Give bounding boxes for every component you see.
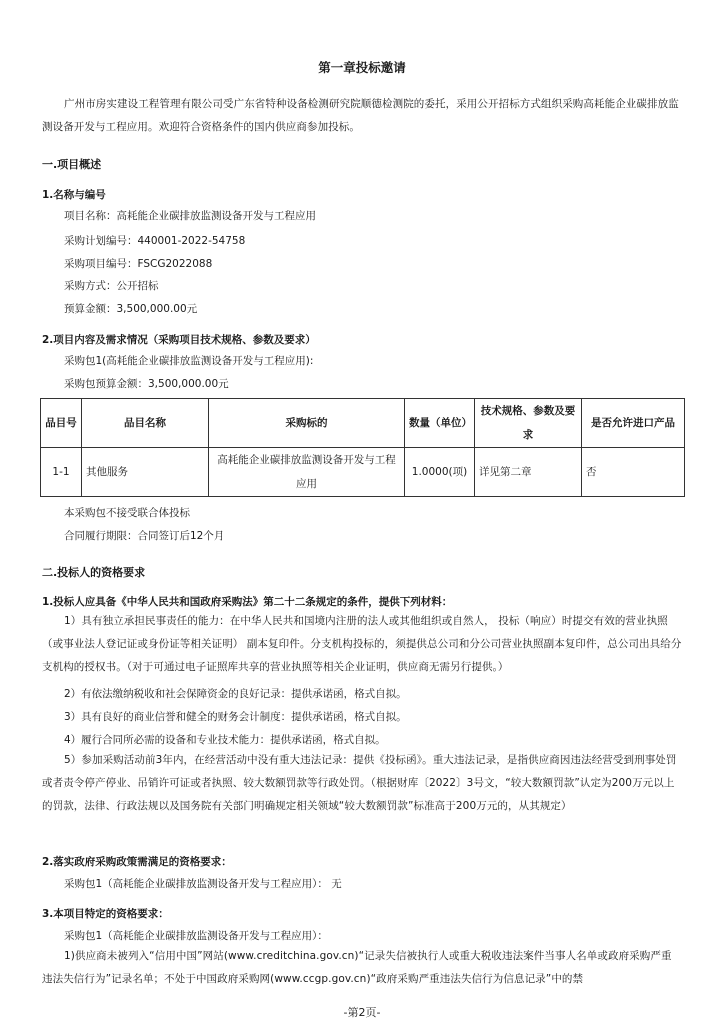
- section-2-3-heading: 3.本项目特定的资格要求：: [42, 908, 169, 920]
- header-item-name: 品目名称: [82, 399, 209, 448]
- header-subject: 采购标的: [209, 399, 405, 448]
- page-number: -第2页-: [343, 1006, 381, 1019]
- policy-requirement: 采购包1（高耗能企业碳排放监测设备开发与工程应用）： 无: [64, 878, 342, 890]
- cell-subject: 高耗能企业碳排放监测设备开发与工程应用: [209, 448, 405, 497]
- project-number: 采购项目编号：FSCG2022088: [64, 258, 213, 270]
- budget-amount: 预算金额：3,500,000.00元: [64, 303, 198, 315]
- contract-period: 合同履行期限：合同签订后12个月: [64, 530, 225, 542]
- table-row: [41, 448, 685, 497]
- requirement-1: 1）具有独立承担民事责任的能力：在中华人民共和国境内注册的法人或其他组织或自然人， 投标（响应）时提交有效的营业执照（或事业法人登记证或身份证等相关证明） 副本复印件。分支机构投标的，须提供总公司和分公司营业执照副本复印件，总公司出具给分支机构的授权书。（对于可通过电子证照库共享的营业执照等相关企业证明，供应商无需另行提供。）: [42, 615, 682, 673]
- section-2-1-heading: 1.投标人应具备《中华人民共和国政府采购法》第二十二条规定的条件，提供下列材料：: [42, 596, 453, 608]
- cell-quantity: 1.0000(项): [405, 448, 475, 497]
- header-spec: 技术规格、参数及要求: [475, 399, 582, 448]
- package-label: 采购包1(高耗能企业碳排放监测设备开发与工程应用):: [64, 355, 314, 367]
- section-1-1-heading: 1.名称与编号: [42, 189, 106, 201]
- section-1-heading: 一.项目概述: [42, 158, 102, 171]
- section-1-2-heading: 2.项目内容及需求情况（采购项目技术规格、参数及要求）: [42, 334, 316, 346]
- items-table: [40, 398, 685, 497]
- table-header-row: [41, 399, 685, 448]
- header-import: 是否允许进口产品: [582, 399, 685, 448]
- procurement-method: 采购方式：公开招标: [64, 280, 159, 292]
- section-2-heading: 二.投标人的资格要求: [42, 566, 146, 579]
- cell-item-name: 其他服务: [82, 448, 209, 497]
- cell-item-no: 1-1: [41, 448, 82, 497]
- requirement-5: 5）参加采购活动前3年内，在经营活动中没有重大违法记录：提供《投标函》。重大违法记录，是指供应商因违法经营受到刑事处罚或者责令停产停业、吊销许可证或者执照、较大数额罚款等行政处罚。（根据财库〔2022〕3号文，“较大数额罚款”认定为200万元以上的罚款，法律、行政法规以及国务院有关部门明确规定相关领域“较大数额罚款”标准高于200万元的，从其规定）: [42, 754, 677, 812]
- specific-requirement-1: 1)供应商未被列入“信用中国”网站(www.creditchina.gov.cn)“记录失信被执行人或重大税收违法案件当事人名单或政府采购严重违法失信行为”记录名单；不处于中国政府采购网(www.ccgp.gov.cn)“政府采购严重违法失信行为信息记录”中的禁: [42, 950, 672, 985]
- intro-paragraph: 广州市房实建设工程管理有限公司受广东省特种设备检测研究院顺德检测院的委托，采用公开招标方式组织采购高耗能企业碳排放监测设备开发与工程应用。欢迎符合资格条件的国内供应商参加投标。: [42, 98, 679, 133]
- header-item-no: 品目号: [41, 399, 82, 448]
- requirement-4: 4）履行合同所必需的设备和专业技术能力：提供承诺函，格式自拟。: [64, 734, 386, 746]
- cell-import: 否: [582, 448, 685, 497]
- section-2-2-heading: 2.落实政府采购政策需满足的资格要求：: [42, 856, 232, 868]
- no-joint-bid-note: 本采购包不接受联合体投标: [64, 507, 190, 519]
- project-name: 项目名称：高耗能企业碳排放监测设备开发与工程应用: [64, 210, 316, 222]
- plan-number: 采购计划编号：440001-2022-54758: [64, 235, 246, 247]
- cell-spec: 详见第二章: [475, 448, 582, 497]
- chapter-title: 第一章投标邀请: [318, 60, 406, 75]
- package-budget: 采购包预算金额：3,500,000.00元: [64, 378, 229, 390]
- requirement-3: 3）具有良好的商业信誉和健全的财务会计制度：提供承诺函，格式自拟。: [64, 711, 407, 723]
- requirement-2: 2）有依法缴纳税收和社会保障资金的良好记录：提供承诺函，格式自拟。: [64, 688, 407, 700]
- header-quantity: 数量（单位）: [405, 399, 475, 448]
- specific-package: 采购包1（高耗能企业碳排放监测设备开发与工程应用）：: [64, 930, 328, 942]
